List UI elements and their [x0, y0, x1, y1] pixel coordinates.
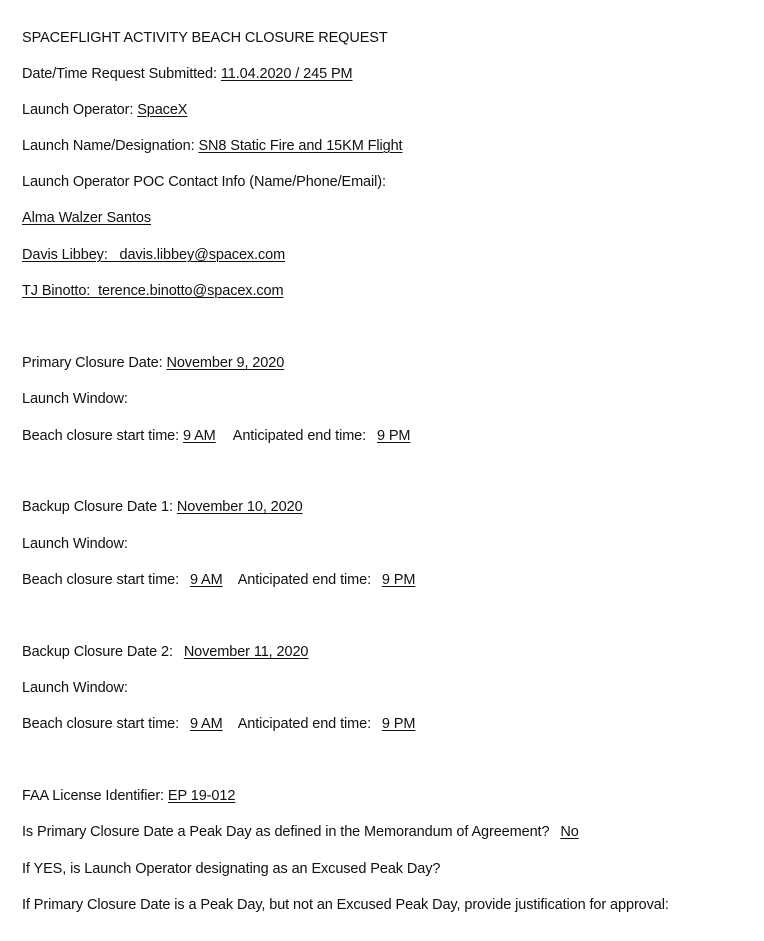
justification-row: [22, 895, 669, 915]
primary-start-label: Beach closure start time:: [22, 428, 180, 444]
backup2-start-label: Beach closure start time:: [22, 716, 180, 732]
backup1-date-value: November 10, 2020: [176, 499, 303, 515]
document-title: [22, 28, 388, 48]
backup1-end-label: Anticipated end time:: [237, 572, 372, 588]
poc-contact-1-text: Alma Walzer Santos: [22, 210, 152, 226]
poc-contact-2: [22, 245, 285, 265]
justification-question: If Primary Closure Date is a Peak Day, but not an Excused Peak Day, provide justification for approval:: [22, 897, 669, 913]
backup1-start-label: Beach closure start time:: [22, 572, 180, 588]
backup1-date-label: Backup Closure Date 1:: [22, 499, 173, 515]
document-page: [22, 0, 752, 941]
primary-end-value: 9 PM: [376, 428, 411, 444]
backup1-end-value: 9 PM: [381, 572, 416, 588]
submitted-row: [22, 64, 353, 84]
primary-window-row: [22, 389, 128, 409]
primary-date-label: Primary Closure Date:: [22, 355, 163, 371]
backup1-window-row: [22, 534, 128, 554]
backup2-start-value: 9 AM: [189, 716, 223, 732]
peak-day-question: Is Primary Closure Date a Peak Day as defined in the Memorandum of Agreement?: [22, 824, 550, 840]
primary-times-row: [22, 426, 410, 446]
primary-date-value: November 9, 2020: [166, 355, 285, 371]
launch-name-value: SN8 Static Fire and 15KM Flight: [198, 138, 403, 154]
backup1-start-value: 9 AM: [189, 572, 223, 588]
backup2-times-row: [22, 714, 415, 734]
backup1-date-row: [22, 497, 303, 517]
faa-row: [22, 786, 235, 806]
document-title-text: SPACEFLIGHT ACTIVITY BEACH CLOSURE REQUEST: [22, 30, 388, 46]
peak-day-answer: No: [560, 824, 579, 840]
backup2-date-row: [22, 642, 308, 662]
backup2-date-label: Backup Closure Date 2:: [22, 644, 173, 660]
primary-end-label: Anticipated end time:: [232, 428, 367, 444]
submitted-value: 11.04.2020 / 245 PM: [220, 66, 353, 82]
faa-value: EP 19-012: [167, 788, 236, 804]
backup2-end-label: Anticipated end time:: [237, 716, 372, 732]
launch-name-label: Launch Name/Designation:: [22, 138, 195, 154]
submitted-label: Date/Time Request Submitted:: [22, 66, 217, 82]
poc-label-row: [22, 172, 386, 192]
primary-date-row: [22, 353, 284, 373]
backup1-window-label: Launch Window:: [22, 536, 128, 552]
backup2-window-row: [22, 678, 128, 698]
faa-label: FAA License Identifier:: [22, 788, 164, 804]
operator-row: [22, 100, 187, 120]
primary-start-value: 9 AM: [183, 428, 216, 444]
poc-label: Launch Operator POC Contact Info (Name/Phone/Email):: [22, 174, 386, 190]
excused-row: [22, 859, 440, 879]
launch-name-row: [22, 136, 402, 156]
backup2-window-label: Launch Window:: [22, 680, 128, 696]
poc-contact-1: [22, 208, 151, 228]
operator-value: SpaceX: [137, 102, 188, 118]
operator-label: Launch Operator:: [22, 102, 134, 118]
backup1-times-row: [22, 570, 415, 590]
poc-contact-3: [22, 281, 283, 301]
backup2-end-value: 9 PM: [381, 716, 416, 732]
excused-question: If YES, is Launch Operator designating as an Excused Peak Day?: [22, 861, 441, 877]
peak-day-row: [22, 822, 579, 842]
poc-contact-3-text: TJ Binotto: terence.binotto@spacex.com: [22, 283, 284, 299]
primary-window-label: Launch Window:: [22, 391, 128, 407]
backup2-date-value: November 11, 2020: [183, 644, 309, 660]
poc-contact-2-text: Davis Libbey: davis.libbey@spacex.com: [22, 247, 286, 263]
